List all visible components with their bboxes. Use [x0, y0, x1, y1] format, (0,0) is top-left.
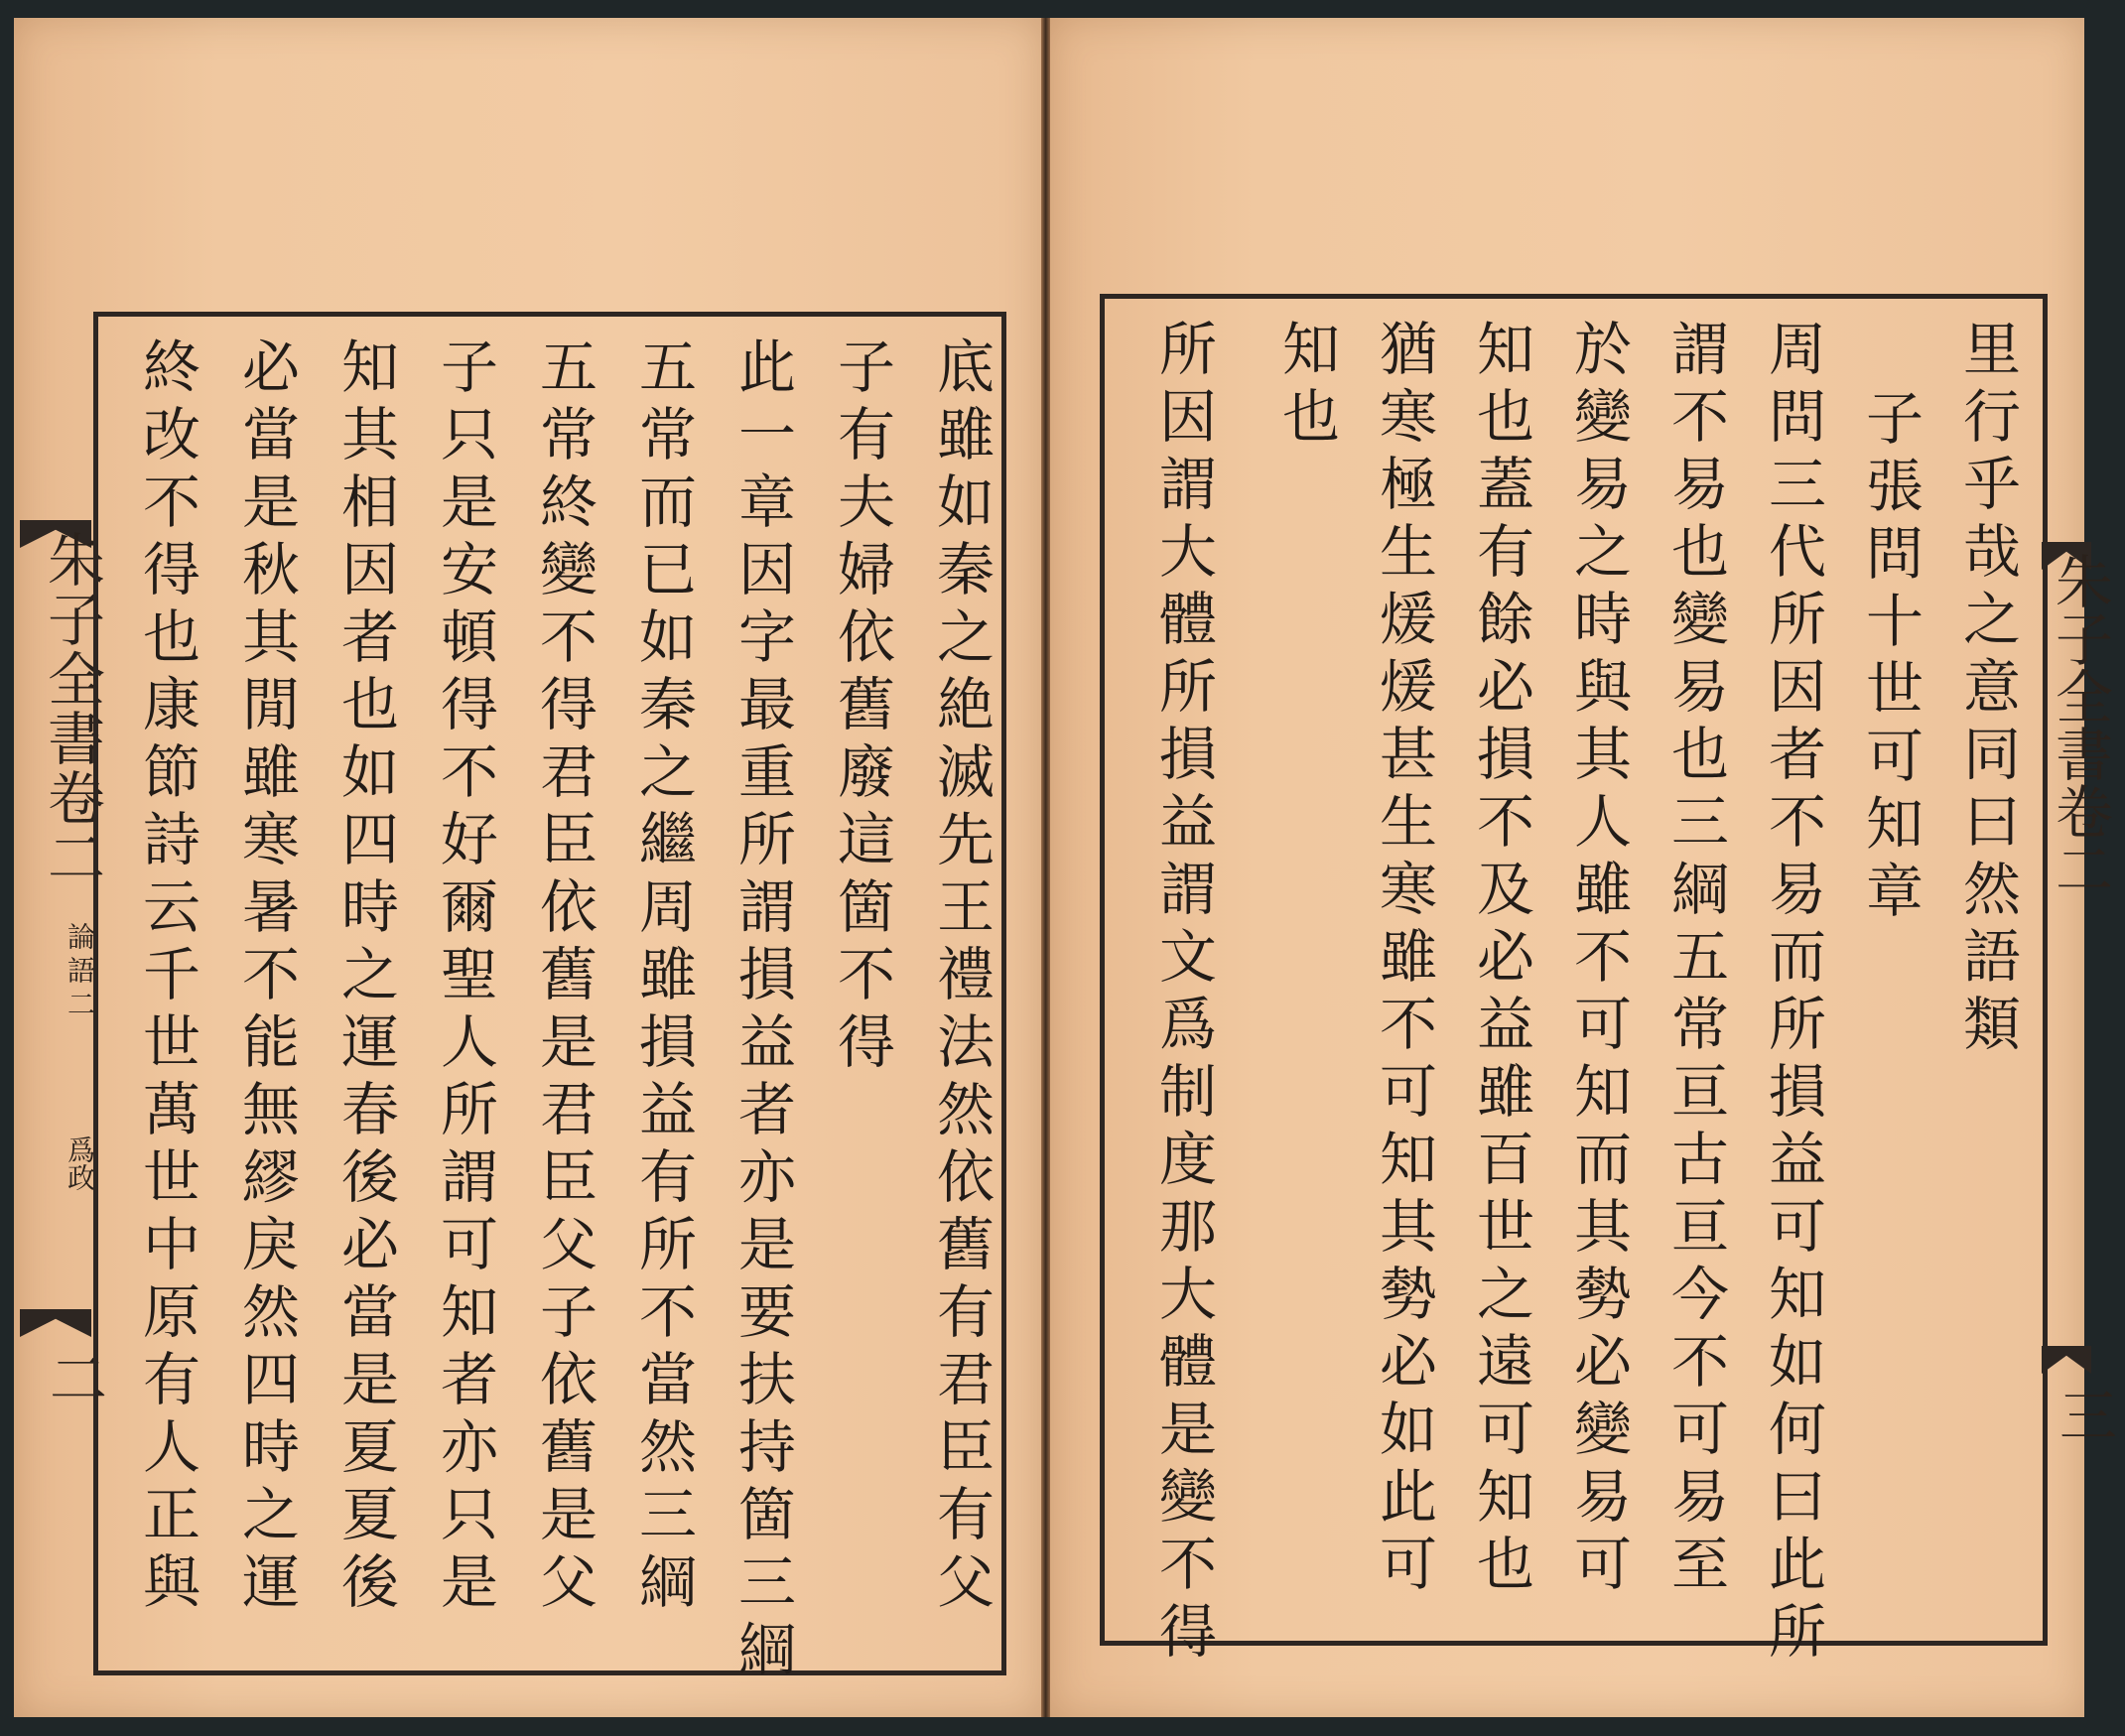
- fishtail-mark-bottom: [2042, 1346, 2091, 1374]
- text-column: 周問三代所因者不易而所損益可知如何曰此所: [1759, 319, 1826, 1669]
- text-column: 猶寒極生煖煖甚生寒雖不可知其勢必如此可: [1370, 319, 1437, 1601]
- right-page-center-margin: [2046, 294, 2117, 1646]
- text-column: 於變易之時與其人雖不可知而其勢必變易可: [1564, 319, 1632, 1601]
- text-column: 終改不得也康節詩云千世萬世中原有人正與: [133, 336, 200, 1619]
- left-page: [14, 18, 1041, 1717]
- text-column: 子張問十世可知章: [1856, 388, 1924, 928]
- book-spine: [1041, 18, 1050, 1717]
- left-margin-chapter: 論語二: [64, 922, 96, 1023]
- fishtail-mark-bottom: [20, 1309, 91, 1337]
- left-text-block: [93, 312, 1006, 1686]
- text-column: 底雖如秦之絶滅先王禮法然依舊有君臣有父: [927, 336, 995, 1619]
- text-column: 里行乎哉之意同曰然語類: [1953, 319, 2021, 1061]
- text-column: 子只是安頓得不好爾聖人所謂可知者亦只是: [431, 336, 498, 1619]
- text-column: 知也: [1272, 319, 1340, 454]
- text-column: 必當是秋其閒雖寒暑不能無繆戾然四時之運: [232, 336, 300, 1619]
- text-column: 五常而已如秦之繼周雖損益有所不當然三綱: [629, 336, 697, 1619]
- text-column: 知也蓋有餘必損不及必益雖百世之遠可知也: [1467, 319, 1534, 1601]
- text-column: 子有夫婦依舊廢這箇不得: [828, 336, 895, 1079]
- text-column: 此一章因字最重所謂損益者亦是要扶持箇三綱: [729, 336, 796, 1686]
- text-column: 五常終變不得君臣依舊是君臣父子依舊是父: [530, 336, 598, 1619]
- right-margin-page-number: 三: [2050, 1386, 2117, 1443]
- text-column: 知其相因者也如四時之運春後必當是夏夏後: [332, 336, 399, 1619]
- right-margin-title: 朱子全書卷二: [2046, 552, 2113, 897]
- right-page: [1050, 18, 2117, 1717]
- left-margin-page-number: 二: [40, 1349, 107, 1406]
- text-column: 所因謂大體所損益謂文爲制度那大體是變不得: [1149, 319, 1217, 1669]
- left-margin-title: 朱子全書卷二: [38, 530, 105, 887]
- left-margin-section: 爲政: [64, 1135, 96, 1191]
- right-text-block: [1100, 294, 2048, 1669]
- left-page-center-margin: [20, 312, 107, 1675]
- text-column: 謂不易也變易也三綱五常亘古亘今不可易至: [1661, 319, 1729, 1601]
